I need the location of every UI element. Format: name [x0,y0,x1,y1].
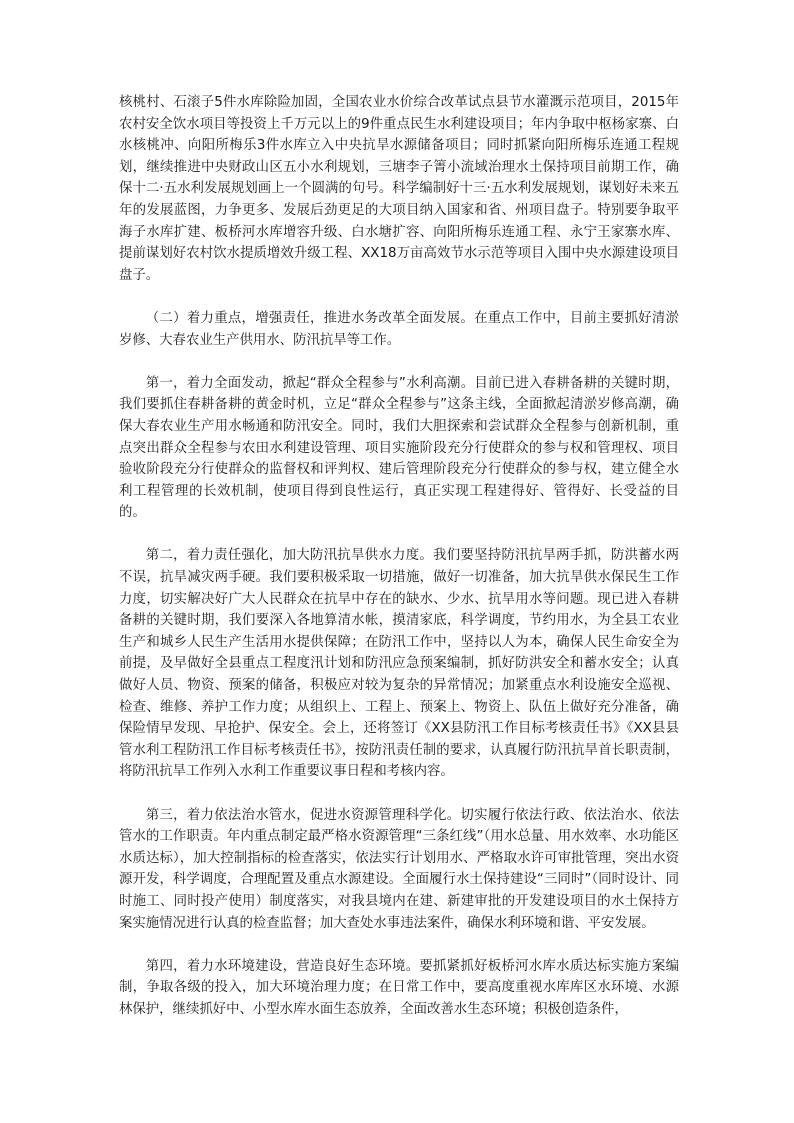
paragraph-point-two: 第二，着力责任强化，加大防汛抗旱供水力度。我们要坚持防汛抗旱两手抓，防洪蓄水两不误，抗旱减灾两手硬。我们要积极采取一切措施，做好一切准备，加大抗旱供水保民生工作力度，切实解决好广大人民群众在抗旱中存在的缺水、少水、抗旱用水等问题。现已进入春耕备耕的关键时期，我们要深入各地算清水帐，摸清家底，科学调度，节约用水，为全县工农业生产和城乡人民生产生活用水提供保障；在防汛工作中，坚持以人为本，确保人民生命安全为前提，及早做好全县重点工程度汛计划和防汛应急预案编制，抓好防洪安全和蓄水安全；认真做好人员、物资、预案的储备，积极应对较为复杂的异常情况；加紧重点水利设施安全巡视、检查、维修、养护工作力度；从组织上、工程上、预案上、物资上、队伍上做好充分准备，确保险情早发现、早抢护、保安全。会上，还将签订《XX县防汛工作目标考核责任书》《XX县县管水利工程防汛工作目标考核责任书》，按防汛责任制的要求，认真履行防汛抗旱首长职责制，将防汛抗旱工作列入水利工作重要议事日程和考核内容。 [119,548,679,780]
paragraph-project-list: 核桃村、石滚子5件水库除险加固，全国农业水价综合改革试点县节水灌溉示范项目，2015年农村安全饮水项目等投资上千万元以上的9件重点民生水利建设项目；年内争取中枢杨家寨、白水核桃冲、向阳所梅乐3件水库立入中央抗旱水源储备项目；同时抓紧向阳所梅乐连通工程规划，继续推进中央财政山区五小水利规划，三塘李子箐小流域治理水土保持项目前期工作，确保十二·五水利发展规划画上一个圆满的句号。科学编制好十三·五水利发展规划，谋划好未来五年的发展蓝图，力争更多、发展后劲更足的大项目纳入国家和省、州项目盘子。特别要争取平海子水库扩建、板桥河水库增容升级、白水塘扩容、向阳所梅乐连通工程、永宁王家寨水库、提前谋划好农村饮水提质增效升级工程、XX18万亩高效节水示范等项目入围中央水源建设项目盘子。 [119,95,679,283]
paragraph-point-four: 第四，着力水环境建设，营造良好生态环境。要抓紧抓好板桥河水库水质达标实施方案编制，争取各级的投入，加大环境治理力度；在日常工作中，要高度重视水库库区水环境、水源林保护，继续抓好中、小型水库水面生态放养，全面改善水生态环境；积极创造条件， [119,958,679,1017]
paragraph-point-three: 第三，着力依法治水管水，促进水资源管理科学化。切实履行依法行政、依法治水、依法管水的工作职责。年内重点制定最严格水资源管理“三条红线”（用水总量、用水效率、水功能区水质达标），加大控制指标的检查落实，依法实行计划用水、严格取水许可审批管理，突出水资源开发，科学调度，合理配置及重点水源建设。全面履行水土保持建设“三同时”（同时设计、同时施工、同时投产使用）制度落实，对我县境内在建、新建审批的开发建设项目的水土保持方案实施情况进行认真的检查监督；加大查处水事违法案件，确保水利环境和谐、平安发展。 [119,807,679,931]
document-body [119,92,679,1042]
paragraph-section-two-heading: （二）着力重点，增强责任，推进水务改革全面发展。在重点工作中，目前主要抓好清淤岁修、大春农业生产供用水、防汛抗旱等工作。 [119,310,679,348]
paragraph-point-one: 第一，着力全面发动，掀起“群众全程参与”水利高潮。目前已进入春耕备耕的关键时期，我们要抓住春耕备耕的黄金时机，立足“群众全程参与”这条主线，全面掀起清淤岁修高潮，确保大春农业生产用水畅通和防汛安全。同时，我们大胆探索和尝试群众全程参与创新机制，重点突出群众全程参与农田水利建设管理、项目实施阶段充分行使群众的参与权和管理权、项目验收阶段充分行使群众的监督权和评判权、建后管理阶段充分行使群众的参与权，建立健全水利工程管理的长效机制，使项目得到良性运行，真正实现工程建得好、管得好、长受益的目的。 [119,375,679,521]
